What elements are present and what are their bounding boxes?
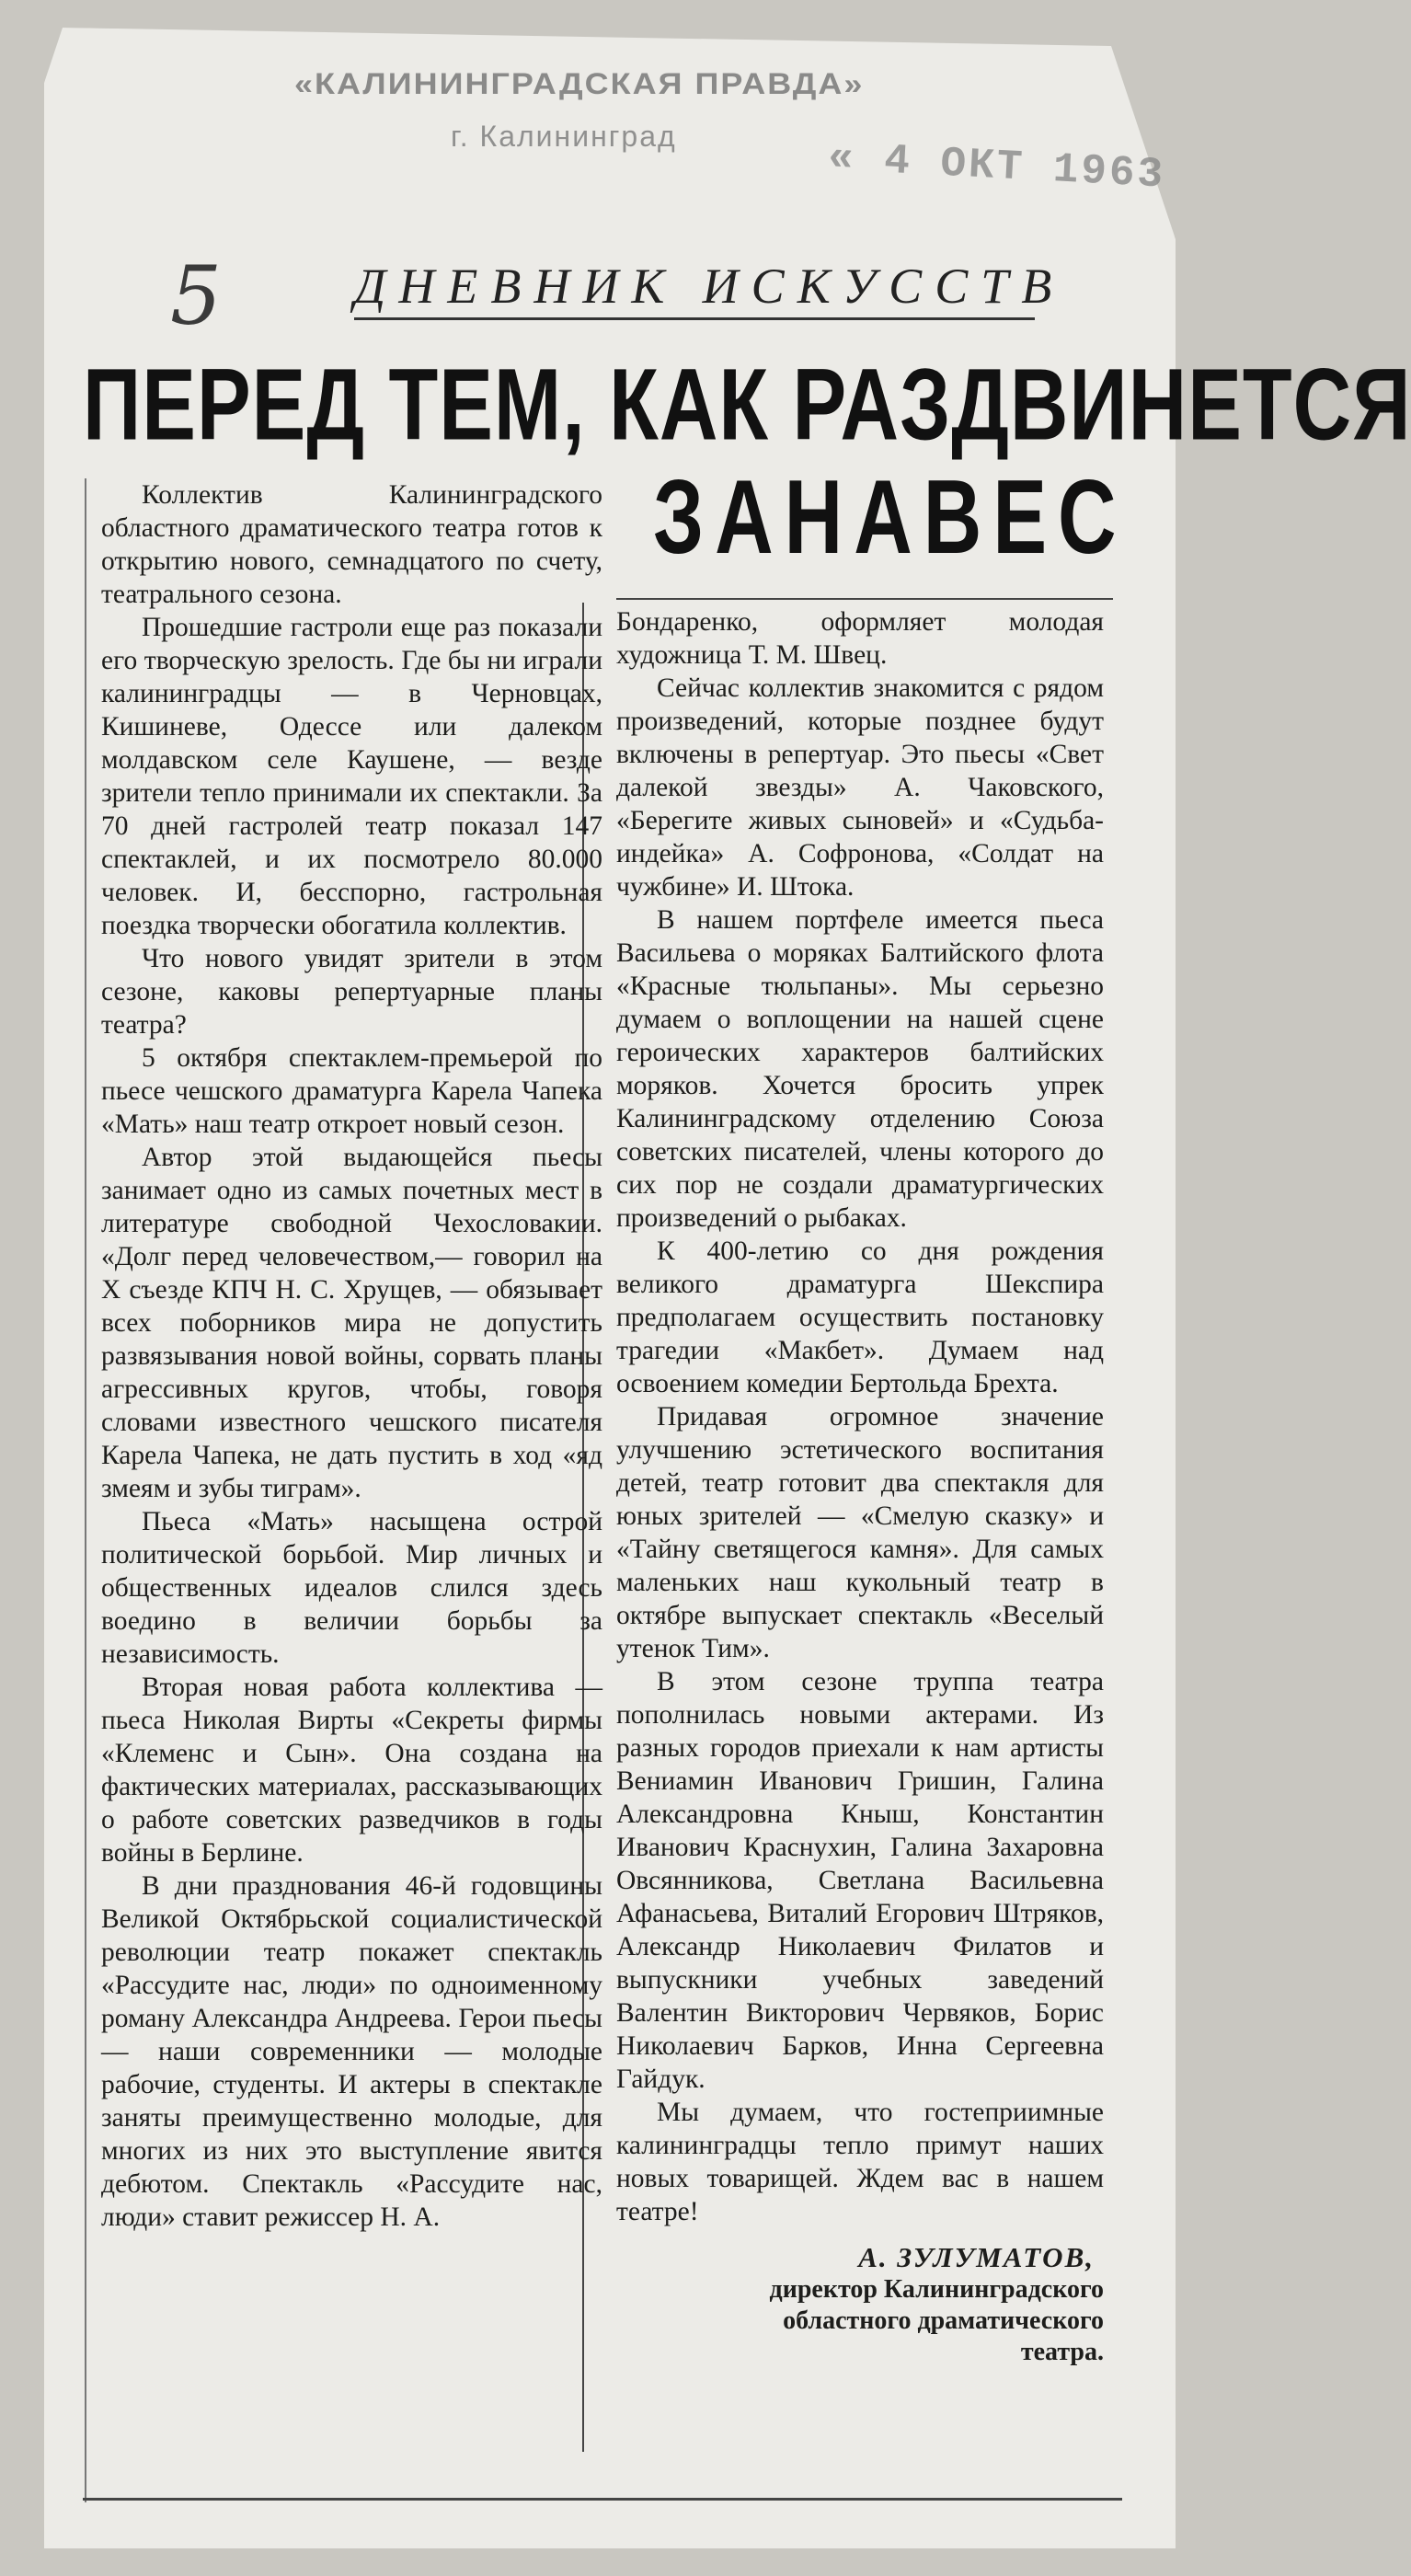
left-edge-rule [85, 478, 86, 2502]
paragraph: В этом сезоне труппа театра пополнилась новыми актерами. Из разных городов приехали к нам артисты Вениамин Иванович Гришин, Галина Александровна Кныш, Константин Иванович Краснухин, Галина Захаровна Овсянникова, Светлана Васильевна Афанасьева, Виталий Егорович Штряков, Александр Николаевич Филатов и выпускники учебных заведений Валентин Викторович Червяков, Борис Николаевич Барков, Инна Сергеевна Гайдук. [616, 1667, 1104, 2094]
paragraph: Вторая новая работа коллектива — пьеса Николая Вирты «Секреты фирмы «Клеменс и Сын». Она создана на фактических материалах, рассказывающих о работе советских разведчиков в годы войны в Берлине. [101, 1673, 602, 1868]
paragraph: Пьеса «Мать» насыщена острой политической борьбой. Мир личных и общественных идеалов слился здесь воедино в величии борьбы за независимость. [101, 1507, 602, 1669]
rubric-underline [354, 317, 1035, 320]
author-name: А. ЗУЛУМАТОВ, [858, 2241, 1095, 2273]
paragraph: Автор этой выдающейся пьесы занимает одно из самых почетных мест в литературе свободной Чехословакии. «Долг перед человечеством,— говорил на X съезде КПЧ Н. С. Хрущев, — обязывает всех поборников мира не допустить развязывания новой войны, сорвать планы агрессивных кругов, чтобы, говоря словами известного чешского писателя Карела Чапека, не дать пустить в ход «яд змеям и зубы тиграм». [101, 1143, 602, 1503]
paragraph: Придавая огромное значение улучшению эстетического воспитания детей, театр готовит два спектакля для юных зрителей — «Смелую сказку» и «Тайну светящегося камня». Для самых маленьких наш кукольный театр в октябре выпускает спектакль «Веселый утенок Тим». [616, 1402, 1104, 1663]
paragraph: В нашем портфеле имеется пьеса Васильева о моряках Балтийского флота «Красные тюльпаны». Мы серьезно думаем о воплощении на нашей сцене героических характеров балтийских моряков. Хочется бросить упрек Калининградскому отделению Союза советских писателей, члены которого до сих пор не создали драматургических произведений о рыбаках. [616, 905, 1104, 1233]
paragraph: Мы думаем, что гостеприимные калининградцы тепло примут наших новых товарищей. Ждем вас в нашем театре! [616, 2098, 1104, 2226]
headline-line-2: ЗАНАВЕС [653, 457, 1128, 576]
headline-line-1: ПЕРЕД ТЕМ, КАК РАЗДВИНЕТСЯ [83, 347, 1411, 462]
handwritten-number: 5 [170, 248, 222, 343]
rubric-title: ДНЕВНИК ИСКУССТВ [354, 259, 1065, 314]
stamp-newspaper-name: «КАЛИНИНГРАДСКАЯ ПРАВДА» [294, 66, 865, 100]
paragraph: Бондаренко, оформляет молодая художница Т. М. Швец. [616, 607, 1104, 670]
author-title-1: директор Калининградского [769, 2275, 1104, 2304]
paragraph: Прошедшие гастроли еще раз показали его творческую зрелость. Где бы ни играли калининградцы — в Черновцах, Кишиневе, Одессе или далеком молдавском селе Каушене, — везде зрители тепло принимали их спектакли. За 70 дней гастролей театр показал 147 спектаклей, и их посмотрело 80.000 человек. И, бесспорно, гастрольная поездка творчески обогатила коллектив. [101, 613, 602, 940]
paragraph: Что нового увидят зрители в этом сезоне, каковы репертуарные планы театра? [101, 944, 602, 1040]
newspaper-stamp [294, 64, 864, 154]
stamp-date: « 4 ОКТ 1963 [826, 133, 1167, 200]
author-signature [616, 2241, 1104, 2368]
article-right-column [616, 605, 1104, 2368]
paragraph: 5 октября спектаклем-премьерой по пьесе чешского драматурга Карела Чапека «Мать» наш театр откроет новый сезон. [101, 1043, 602, 1139]
paragraph: В дни празднования 46-й годовщины Великой Октябрьской социалистической революции театр покажет спектакль «Рассудите нас, люди» по одноименному роману Александра Андреева. Герои пьесы — наши современники — молодые рабочие, студенты. И актеры в спектакле заняты преимущественно молодые, для многих из них это выступление явится дебютом. Спектакль «Рассудите нас, люди» ставит режиссер Н. А. [101, 1871, 602, 2232]
author-title-3: театра. [1020, 2338, 1104, 2366]
article-left-column [101, 478, 602, 2234]
right-column-top-rule [616, 598, 1113, 600]
paragraph: Коллектив Калининградского областного драматического театра готов к открытию нового, семнадцатого по счету, театрального сезона. [101, 480, 602, 609]
stamp-city: г. Калининград [451, 120, 677, 153]
bottom-rule [83, 2498, 1122, 2501]
paragraph: К 400-летию со дня рождения великого драматурга Шекспира предполагаем осуществить постановку трагедии «Макбет». Думаем над освоением комедии Бертольда Брехта. [616, 1236, 1104, 1398]
author-title-2: областного драматического [783, 2306, 1104, 2335]
paragraph: Сейчас коллектив знакомится с рядом произведений, которые позднее будут включены в репертуар. Это пьесы «Свет далекой звезды» А. Чаковского, «Берегите живых сыновей» и «Судьба-индейка» А. Софронова, «Солдат на чужбине» И. Штока. [616, 673, 1104, 902]
